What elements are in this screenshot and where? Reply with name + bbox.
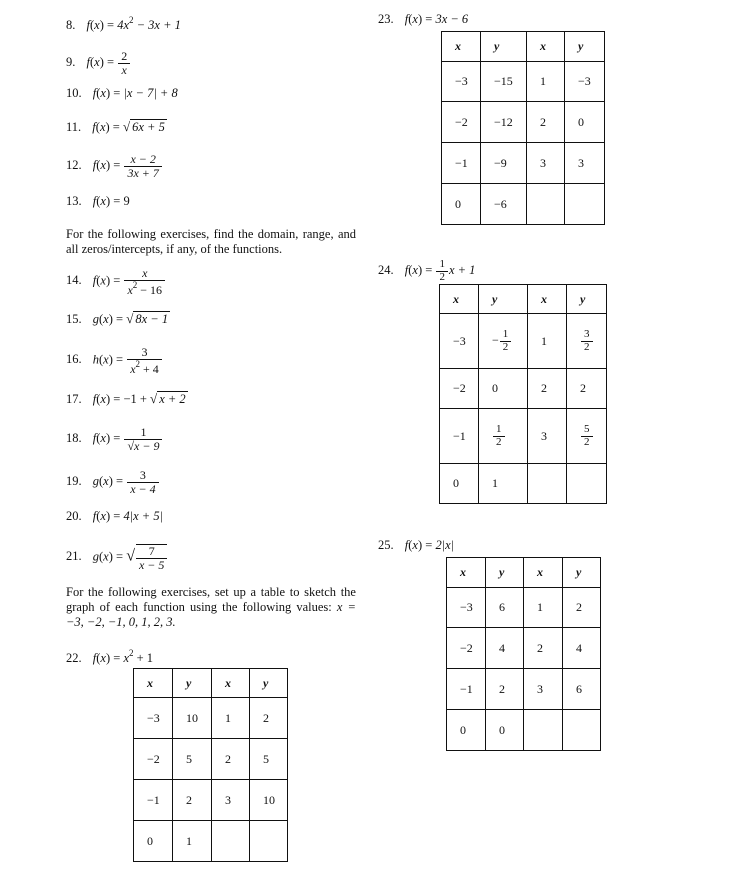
header-y: y [479, 285, 528, 314]
table-cell: 5 [250, 739, 288, 780]
table-cell: −2 [134, 739, 173, 780]
header-x: x [527, 32, 565, 62]
table-cell: 10 [173, 698, 212, 739]
exercise-13: 13. f(x) = 9 [66, 194, 130, 208]
table-cell: −1 [440, 409, 479, 464]
exercise-16: 16. h(x) = $\frac{3}{x^2 + 4}$ [66, 346, 163, 375]
table-cell: 2 [528, 369, 567, 409]
fraction: $\frac{1}{2}$ [493, 424, 505, 448]
table-cell: 2 [524, 628, 563, 669]
table-row [440, 369, 607, 409]
table-cell: −3 [134, 698, 173, 739]
table-row [440, 464, 607, 504]
table-row [442, 102, 605, 143]
table-row [442, 62, 605, 102]
table-cell: −3 [565, 62, 605, 102]
table-row [447, 628, 601, 669]
table-cell: 10 [250, 780, 288, 821]
value-table-24 [439, 284, 607, 504]
table-row [134, 780, 288, 821]
fraction: $\frac{3}{x - 4}$ [127, 469, 158, 495]
table-cell: 2 [563, 588, 601, 628]
table-cell: −1 [447, 669, 486, 710]
table-cell: 3 [527, 143, 565, 184]
exercise-18: 18. f(x) = $\frac{1}{√x - 9}$ [66, 426, 163, 452]
table-cell: 1 [528, 314, 567, 369]
header-y: y [173, 669, 212, 698]
table-cell: 0 [486, 710, 524, 751]
exercise-24: 24. f(x) = $\frac{1}{2}$ x + 1 [378, 258, 476, 283]
exercise-20: 20. f(x) = 4|x + 5| [66, 509, 164, 523]
table-cell: 4 [486, 628, 524, 669]
table-row [134, 698, 288, 739]
table-cell: 5 [173, 739, 212, 780]
header-x: x [528, 285, 567, 314]
table-cell: 2 [212, 739, 250, 780]
table-row [447, 669, 601, 710]
table-cell: −9 [481, 143, 527, 184]
header-x: x [440, 285, 479, 314]
table-cell: −2 [440, 369, 479, 409]
table-cell [563, 710, 601, 751]
exercise-19: 19. g(x) = $\frac{3}{x - 4}$ [66, 469, 160, 495]
table-cell: 1 [527, 62, 565, 102]
square-root: √ 8x − 1 [126, 311, 169, 326]
square-root: √ 6x + 5 [122, 119, 165, 134]
table-cell: 6 [486, 588, 524, 628]
square-root: √ x + 2 [150, 391, 186, 406]
table-cell [527, 184, 565, 225]
table-cell: 2 [250, 698, 288, 739]
table-cell [528, 464, 567, 504]
exercise-10: 10. f(x) = |x − 7| + 8 [66, 86, 178, 100]
table-cell: −12 [481, 102, 527, 143]
table-row [134, 821, 288, 862]
exercise-21: 21. g(x) = √ $\frac{7}{x - 5}$ [66, 544, 168, 571]
table-cell: 1 [479, 464, 528, 504]
table-cell: −2 [442, 102, 481, 143]
table-row [440, 409, 607, 464]
header-y: y [565, 32, 605, 62]
table-cell: 0 [442, 184, 481, 225]
exercise-12: 12. f(x) = $\frac{x - 2}{3x + 7}$ [66, 153, 163, 179]
table-cell: 6 [563, 669, 601, 710]
exercise-25: 25. f(x) = 2|x| [378, 538, 455, 552]
fraction: $\frac{1}{√x - 9}$ [124, 426, 162, 452]
table-cell: 2 [173, 780, 212, 821]
table-cell [567, 314, 607, 369]
header-x: x [442, 32, 481, 62]
header-x: x [447, 558, 486, 588]
fraction: $\frac{1}{2}$ [436, 259, 448, 283]
exercise-17: 17. f(x) = −1 + √ x + 2 [66, 391, 186, 406]
table-cell: 0 [447, 710, 486, 751]
exercise-22: 22. $f(x) = x^2 + 1$ [66, 648, 154, 665]
table-cell: −1 [442, 143, 481, 184]
table-cell: 1 [524, 588, 563, 628]
table-cell: −3 [440, 314, 479, 369]
table-cell: 3 [528, 409, 567, 464]
value-table-22 [133, 668, 288, 862]
exercise-11: 11. f(x) = √ 6x + 5 [66, 119, 165, 134]
exercise-8: 8. $f(x) = 4x^2 - 3x + 1$ [66, 15, 181, 32]
value-table-25 [446, 557, 601, 751]
table-cell: 0 [479, 369, 528, 409]
header-x: x [134, 669, 173, 698]
table-cell: 3 [565, 143, 605, 184]
table-cell: 2 [527, 102, 565, 143]
value-table-23 [441, 31, 605, 225]
table-cell: 0 [565, 102, 605, 143]
fraction-under-root: $\frac{7}{x - 5}$ [136, 544, 167, 571]
exercise-23: 23. f(x) = 3x − 6 [378, 12, 469, 26]
fraction: $\frac{3}{2}$ [581, 329, 593, 353]
table-cell [565, 184, 605, 225]
header-y: y [567, 285, 607, 314]
table-cell: −3 [442, 62, 481, 102]
table-cell: −3 [447, 588, 486, 628]
header-y: y [481, 32, 527, 62]
exercise-14: 14. f(x) = $\frac{x}{x^2 - 16}$ [66, 267, 166, 296]
table-cell [567, 464, 607, 504]
table-cell: 1 [212, 698, 250, 739]
table-cell: 0 [134, 821, 173, 862]
table-cell: −15 [481, 62, 527, 102]
fraction: $\frac{3}{x^2 + 4}$ [127, 346, 162, 375]
table-cell [250, 821, 288, 862]
header-y: y [250, 669, 288, 698]
instructions-domain-range: For the following exercises, find the domain, range, and all zeros/intercepts, if any, of the functions. [66, 227, 356, 256]
table-row [442, 143, 605, 184]
header-y: y [486, 558, 524, 588]
table-row [440, 314, 607, 369]
fraction: $\frac{x - 2}{3x + 7}$ [124, 153, 161, 179]
header-y: y [563, 558, 601, 588]
table-row [442, 184, 605, 225]
table-cell: −1 [134, 780, 173, 821]
table-cell: 3 [212, 780, 250, 821]
table-cell [567, 409, 607, 464]
header-x: x [524, 558, 563, 588]
fraction: $\frac{2}{x}$ [118, 50, 130, 76]
fraction: $\frac{x}{x^2 - 16}$ [124, 267, 165, 296]
table-row [447, 588, 601, 628]
table-cell [479, 409, 528, 464]
table-cell: 2 [486, 669, 524, 710]
table-cell: −6 [481, 184, 527, 225]
table-cell: 2 [567, 369, 607, 409]
table-cell: 3 [524, 669, 563, 710]
table-cell: −2 [447, 628, 486, 669]
table-cell: 0 [440, 464, 479, 504]
exercise-15: 15. g(x) = √ 8x − 1 [66, 311, 169, 326]
header-x: x [212, 669, 250, 698]
table-row [134, 739, 288, 780]
fraction: $\frac{5}{2}$ [581, 424, 593, 448]
table-cell: 1 [173, 821, 212, 862]
table-cell: 4 [563, 628, 601, 669]
table-row [447, 710, 601, 751]
table-cell [212, 821, 250, 862]
instructions-table-sketch: For the following exercises, set up a table to sketch the graph of each function using the following values: x = −3, −2, −1, 0, 1, 2, 3. [66, 585, 356, 629]
table-cell: − $\frac{1}{2}$ [479, 314, 528, 369]
exercise-9: 9. f(x) = $\frac{2}{x}$ [66, 50, 131, 76]
table-cell [524, 710, 563, 751]
fraction: $\frac{1}{2}$ [500, 329, 512, 353]
